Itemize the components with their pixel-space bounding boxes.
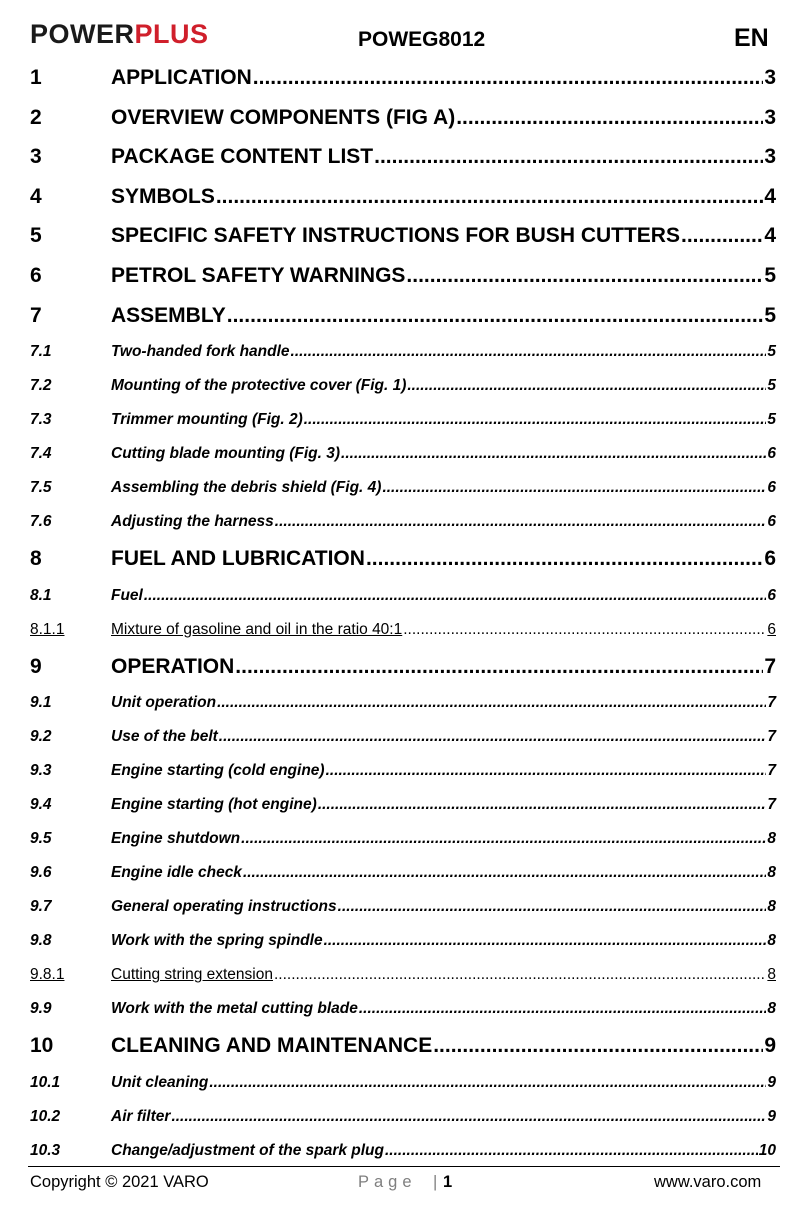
- toc-entry-number: 9.1: [30, 694, 52, 712]
- toc-entry-number: 2: [30, 105, 42, 129]
- toc-entry-9-5[interactable]: [0, 822, 808, 856]
- toc-entry-page: 8: [767, 898, 776, 916]
- toc-entry-9[interactable]: [0, 647, 808, 687]
- toc-dot-leader: [338, 890, 767, 924]
- website-link[interactable]: www.varo.com: [654, 1173, 762, 1191]
- toc-entry-8[interactable]: [0, 539, 808, 579]
- toc-dot-leader: [318, 788, 767, 822]
- toc-dot-leader: [275, 505, 767, 539]
- toc-dot-leader: [374, 137, 763, 177]
- toc-entry-number: 9: [30, 654, 42, 678]
- table-of-contents: [0, 58, 808, 1168]
- toc-dot-leader: [241, 822, 766, 856]
- toc-entry-page: 6: [767, 620, 776, 638]
- toc-entry-page: 7: [767, 796, 776, 814]
- toc-dot-leader: [243, 856, 766, 890]
- toc-entry-2[interactable]: [0, 98, 808, 138]
- footer-divider: [28, 1166, 780, 1167]
- toc-entry-title: Use of the belt: [111, 728, 218, 746]
- toc-entry-page: 6: [764, 547, 776, 571]
- toc-entry-page: 5: [764, 263, 776, 287]
- toc-dot-leader: [171, 1100, 766, 1134]
- toc-entry-title: Unit operation: [111, 694, 217, 712]
- toc-entry-page: 8: [767, 1000, 776, 1018]
- toc-entry-page: 3: [764, 66, 776, 89]
- page-label: Page: [358, 1173, 417, 1191]
- toc-entry-number: 7: [30, 303, 42, 327]
- toc-entry-number: 10.2: [30, 1107, 61, 1125]
- toc-dot-leader: [403, 613, 766, 647]
- toc-entry-number: 8.1.1: [30, 620, 65, 638]
- toc-dot-leader: [366, 539, 763, 579]
- toc-entry-page: 6: [767, 479, 776, 497]
- toc-entry-number: 1: [30, 66, 42, 89]
- toc-entry-10-3[interactable]: [0, 1134, 808, 1168]
- toc-entry-page: 4: [764, 224, 776, 248]
- toc-dot-leader: [681, 216, 763, 256]
- toc-entry-10-1[interactable]: [0, 1066, 808, 1100]
- toc-entry-number: 9.8: [30, 932, 52, 950]
- toc-entry-7[interactable]: [0, 296, 808, 336]
- toc-entry-page: 4: [764, 184, 776, 208]
- toc-entry-number: 9.3: [30, 762, 52, 780]
- toc-entry-page: 7: [767, 762, 776, 780]
- toc-dot-leader: [144, 579, 767, 613]
- toc-dot-leader: [219, 720, 767, 754]
- toc-entry-7-4[interactable]: [0, 437, 808, 471]
- toc-entry-page: 6: [767, 445, 776, 463]
- page-separator: |: [433, 1173, 438, 1191]
- page-number: 1: [443, 1173, 453, 1191]
- toc-entry-title: PETROL SAFETY WARNINGS: [111, 263, 406, 287]
- toc-entry-page: 9: [767, 1107, 776, 1125]
- toc-dot-leader: [326, 754, 767, 788]
- toc-entry-page: 8: [767, 966, 776, 984]
- page-footer: [0, 1168, 808, 1196]
- toc-entry-title: PACKAGE CONTENT LIST: [111, 145, 374, 169]
- toc-entry-page: 7: [764, 654, 776, 678]
- toc-entry-10-2[interactable]: [0, 1100, 808, 1134]
- toc-entry-number: 7.1: [30, 343, 52, 361]
- toc-entry-number: 7.2: [30, 377, 52, 395]
- toc-entry-title: Change/adjustment of the spark plug: [111, 1141, 384, 1159]
- toc-entry-page: 5: [767, 377, 776, 395]
- toc-entry-1[interactable]: [0, 58, 808, 98]
- toc-entry-title: Engine shutdown: [111, 830, 241, 848]
- toc-entry-7-5[interactable]: [0, 471, 808, 505]
- toc-entry-page: 5: [767, 343, 776, 361]
- toc-entry-number: 5: [30, 224, 42, 248]
- toc-dot-leader: [274, 958, 766, 992]
- logo-plus-text: PLUS: [134, 19, 209, 49]
- toc-dot-leader: [253, 58, 764, 98]
- toc-dot-leader: [359, 992, 767, 1026]
- toc-entry-page: 7: [767, 728, 776, 746]
- toc-entry-title: OPERATION: [111, 654, 235, 678]
- toc-entry-number: 8: [30, 547, 42, 571]
- toc-entry-title: Engine starting (cold engine): [111, 762, 325, 780]
- toc-entry-title: Two-handed fork handle: [111, 343, 290, 361]
- toc-entry-number: 8.1: [30, 586, 52, 604]
- toc-entry-9-2[interactable]: [0, 720, 808, 754]
- toc-entry-9-4[interactable]: [0, 788, 808, 822]
- toc-dot-leader: [217, 686, 766, 720]
- toc-entry-page: 5: [764, 303, 776, 327]
- toc-entry-title: Engine starting (hot engine): [111, 796, 317, 814]
- toc-dot-leader: [382, 471, 766, 505]
- toc-entry-5[interactable]: [0, 216, 808, 256]
- toc-dot-leader: [235, 647, 763, 687]
- toc-entry-9-8[interactable]: [0, 924, 808, 958]
- toc-entry-title: SPECIFIC SAFETY INSTRUCTIONS FOR BUSH CUTTERS: [111, 224, 680, 248]
- toc-entry-number: 9.5: [30, 830, 52, 848]
- toc-entry-number: 9.9: [30, 1000, 52, 1018]
- toc-entry-page: 9: [767, 1073, 776, 1091]
- toc-entry-7-6[interactable]: [0, 505, 808, 539]
- toc-entry-4[interactable]: [0, 177, 808, 217]
- toc-entry-title: Fuel: [111, 586, 143, 604]
- toc-entry-3[interactable]: [0, 137, 808, 177]
- toc-entry-title: Adjusting the harness: [111, 513, 274, 531]
- toc-entry-9-8-1[interactable]: [0, 958, 808, 992]
- toc-entry-title: Engine idle check: [111, 864, 242, 882]
- toc-entry-title: General operating instructions: [111, 898, 337, 916]
- toc-entry-title: Assembling the debris shield (Fig. 4): [111, 479, 382, 497]
- toc-entry-number: 10.1: [30, 1073, 61, 1091]
- toc-entry-page: 9: [764, 1034, 776, 1058]
- toc-entry-page: 7: [767, 694, 776, 712]
- toc-entry-title: Unit cleaning: [111, 1073, 209, 1091]
- language-code: EN: [734, 24, 769, 52]
- toc-entry-page: 8: [767, 830, 776, 848]
- toc-entry-number: 6: [30, 263, 42, 287]
- toc-entry-title: SYMBOLS: [111, 184, 215, 208]
- toc-entry-number: 9.2: [30, 728, 52, 746]
- toc-entry-7-1[interactable]: [0, 335, 808, 369]
- toc-entry-title: Air filter: [111, 1107, 171, 1125]
- toc-entry-page: 8: [767, 932, 776, 950]
- toc-entry-title: Cutting string extension: [111, 966, 273, 984]
- powerplus-logo: [30, 17, 209, 51]
- toc-entry-number: 10.3: [30, 1141, 61, 1159]
- logo-power-text: POWER: [30, 19, 135, 49]
- toc-entry-title: OVERVIEW COMPONENTS (FIG A): [111, 105, 456, 129]
- toc-entry-number: 9.7: [30, 898, 52, 916]
- toc-entry-title: FUEL AND LUBRICATION: [111, 547, 365, 571]
- toc-entry-number: 9.8.1: [30, 966, 65, 984]
- toc-dot-leader: [324, 924, 767, 958]
- toc-entry-page: 8: [767, 864, 776, 882]
- toc-entry-number: 7.4: [30, 445, 52, 463]
- toc-entry-number: 4: [30, 184, 42, 208]
- toc-entry-title: Trimmer mounting (Fig. 2): [111, 411, 303, 429]
- toc-entry-8-1-1[interactable]: [0, 613, 808, 647]
- toc-entry-title: ASSEMBLY: [111, 303, 226, 327]
- copyright-text: Copyright © 2021 VARO: [30, 1173, 209, 1191]
- toc-entry-9-1[interactable]: [0, 686, 808, 720]
- toc-entry-page: 6: [767, 586, 776, 604]
- model-number: POWEG8012: [358, 28, 486, 51]
- toc-entry-8-1[interactable]: [0, 579, 808, 613]
- toc-entry-9-6[interactable]: [0, 856, 808, 890]
- toc-entry-page: 6: [767, 513, 776, 531]
- toc-dot-leader: [304, 403, 767, 437]
- toc-entry-6[interactable]: [0, 256, 808, 296]
- toc-dot-leader: [291, 335, 767, 369]
- toc-dot-leader: [433, 1026, 763, 1066]
- toc-dot-leader: [406, 256, 763, 296]
- toc-entry-9-3[interactable]: [0, 754, 808, 788]
- toc-entry-title: Mixture of gasoline and oil in the ratio 40:1: [111, 620, 403, 638]
- toc-entry-title: Cutting blade mounting (Fig. 3): [111, 445, 341, 463]
- toc-entry-page: 10: [758, 1141, 776, 1159]
- toc-entry-number: 10: [30, 1034, 54, 1058]
- toc-entry-page: 3: [764, 105, 776, 129]
- toc-entry-7-2[interactable]: [0, 369, 808, 403]
- toc-entry-number: 7.5: [30, 479, 52, 497]
- toc-entry-title: CLEANING AND MAINTENANCE: [111, 1034, 433, 1058]
- toc-entry-9-9[interactable]: [0, 992, 808, 1026]
- toc-entry-9-7[interactable]: [0, 890, 808, 924]
- toc-dot-leader: [216, 177, 763, 217]
- toc-entry-title: Work with the spring spindle: [111, 932, 323, 950]
- toc-entry-page: 5: [767, 411, 776, 429]
- toc-dot-leader: [341, 437, 766, 471]
- toc-entry-7-3[interactable]: [0, 403, 808, 437]
- toc-entry-number: 3: [30, 145, 42, 169]
- toc-entry-page: 3: [764, 145, 776, 169]
- toc-dot-leader: [407, 369, 766, 403]
- toc-entry-number: 7.6: [30, 513, 52, 531]
- toc-entry-title: APPLICATION: [111, 66, 252, 89]
- toc-entry-number: 7.3: [30, 411, 52, 429]
- toc-dot-leader: [385, 1134, 758, 1168]
- toc-dot-leader: [209, 1066, 766, 1100]
- toc-entry-title: Mounting of the protective cover (Fig. 1): [111, 377, 407, 395]
- toc-entry-number: 9.6: [30, 864, 52, 882]
- toc-dot-leader: [227, 296, 764, 336]
- toc-entry-number: 9.4: [30, 796, 52, 814]
- page-header: [0, 0, 808, 60]
- toc-entry-title: Work with the metal cutting blade: [111, 1000, 358, 1018]
- toc-entry-10[interactable]: [0, 1026, 808, 1066]
- toc-dot-leader: [456, 98, 763, 138]
